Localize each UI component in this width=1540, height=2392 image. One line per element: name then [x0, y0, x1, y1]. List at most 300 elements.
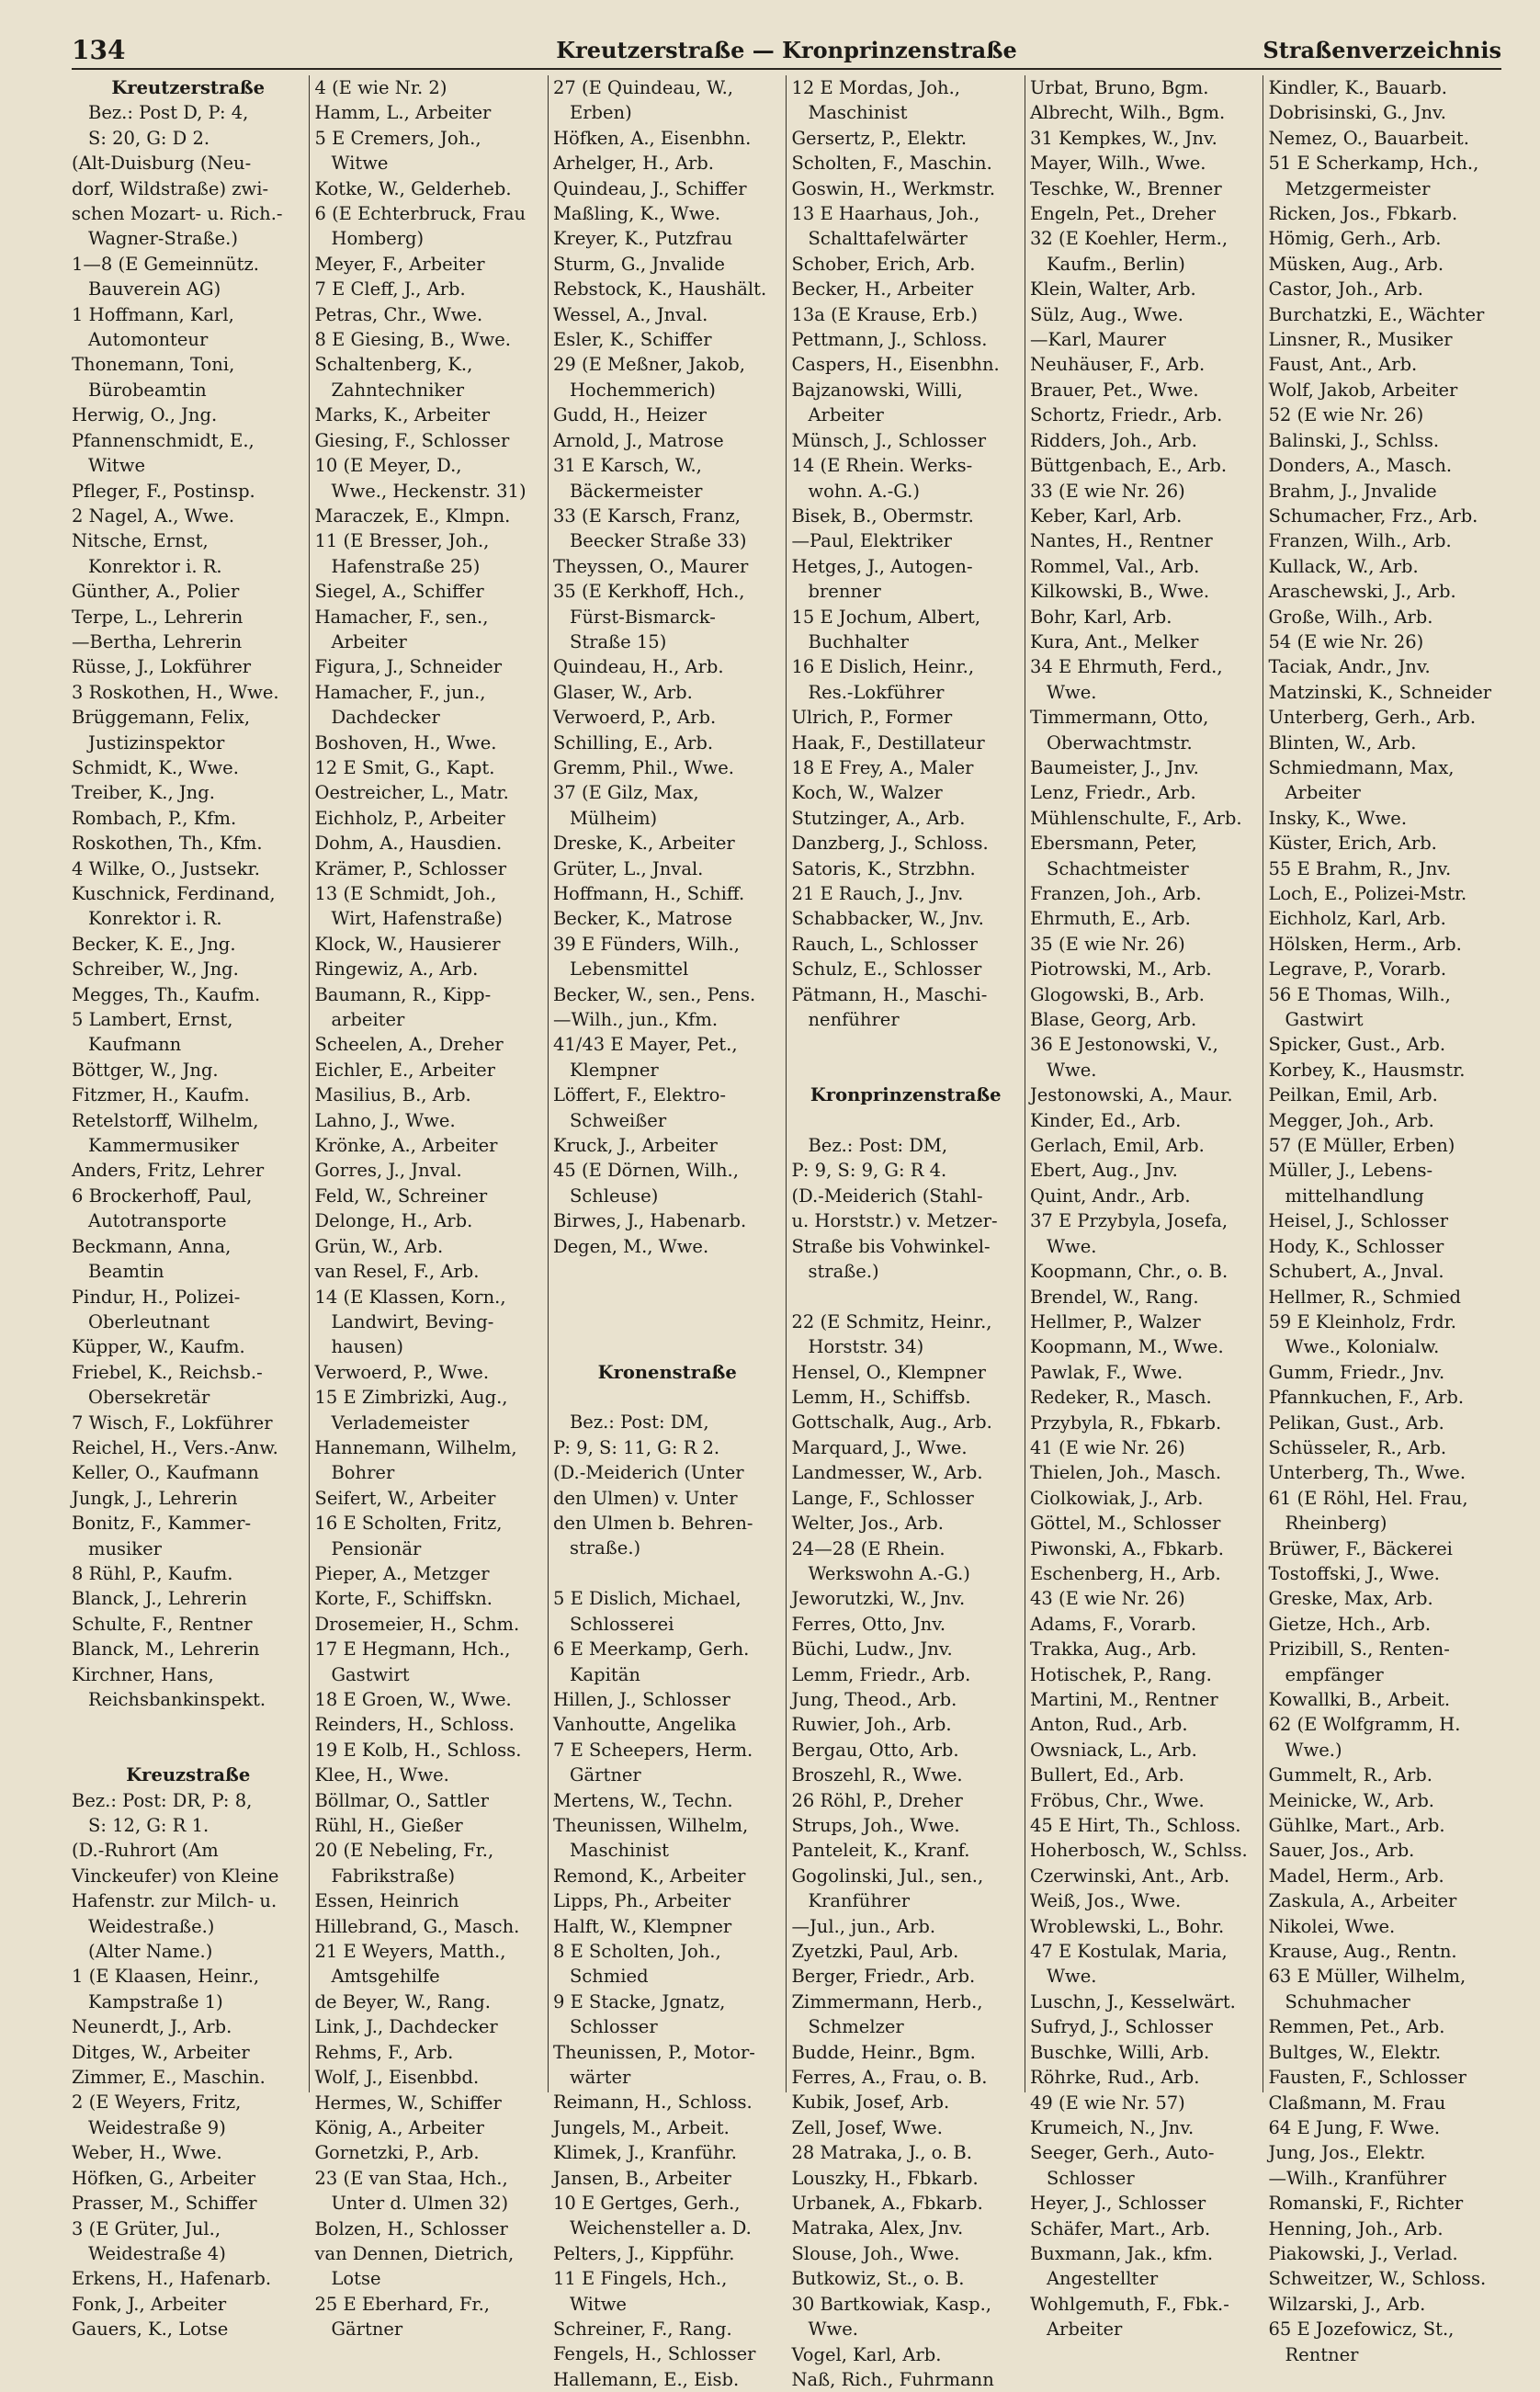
directory-entry: Teschke, W., Brenner [1029, 177, 1222, 199]
directory-entry: Arnold, J., Matrose [552, 429, 724, 451]
directory-entry: Ringewiz, A., Arb. [314, 958, 479, 981]
directory-entry: Schmiedmann, Max, [1268, 756, 1455, 778]
directory-entry: Koopmann, Chr., o. B. [1029, 1261, 1229, 1283]
directory-entry: Klock, W., Hausierer [314, 933, 501, 955]
directory-entry: Urbat, Bruno, Bgm. [1029, 77, 1209, 98]
directory-entry: 13 E Haarhaus, Joh., [791, 203, 980, 225]
directory-entry: Glaser, W., Arb. [552, 681, 693, 703]
directory-entry: Glogowski, B., Arb. [1029, 983, 1205, 1005]
directory-entry: Kinder, Ed., Arb. [1029, 1109, 1182, 1131]
directory-entry: Fürst-Bismarck- [569, 606, 716, 628]
directory-entry: Kuschnick, Ferdinand, [72, 883, 276, 904]
directory-entry: Bez.: Post: DM, [569, 1411, 709, 1434]
directory-entry: Marquard, J., Wwe. [791, 1436, 968, 1458]
directory-entry: 56 E Thomas, Wilh., [1268, 983, 1451, 1005]
directory-entry: Faust, Ant., Arb. [1268, 354, 1418, 376]
directory-entry: Owsniack, L., Arb. [1029, 1739, 1197, 1761]
directory-entry: Franzen, Joh., Arb. [1029, 883, 1202, 904]
directory-entry: Quindeau, J., Schiffer [552, 177, 747, 199]
directory-entry: 5 E Cremers, Joh., [314, 127, 481, 149]
directory-entry: Piotrowski, M., Arb. [1029, 958, 1212, 981]
directory-entry: Kreyer, K., Putzfrau [552, 228, 733, 250]
directory-entry: 10 E Gertges, Gerh., [552, 2193, 741, 2215]
directory-entry: Prizibill, S., Renten- [1268, 1638, 1450, 1661]
directory-entry: Przybyla, R., Fbkarb. [1029, 1411, 1222, 1434]
directory-entry: Henning, Joh., Arb. [1268, 2217, 1444, 2239]
directory-entry: Korbey, K., Hausmstr. [1268, 1059, 1466, 1081]
directory-entry: 6 Brockerhoff, Paul, [72, 1185, 253, 1207]
directory-entry: Göttel, M., Schlosser [1029, 1513, 1221, 1535]
directory-entry: Fausten, F., Schlosser [1268, 2067, 1466, 2089]
directory-entry: Hermes, W., Schiffer [314, 2092, 502, 2114]
spacer [553, 1309, 782, 1334]
directory-entry: Schleuse) [569, 1185, 659, 1207]
directory-entry: Drosemeier, H., Schm. [314, 1613, 520, 1635]
directory-entry: Pätmann, H., Maschi- [791, 983, 988, 1005]
directory-entry: Reichel, H., Vers.-Anw. [72, 1436, 278, 1458]
directory-entry: Remond, K., Arbeiter [552, 1865, 746, 1887]
directory-entry: Luschn, J., Kesselwärt. [1029, 1990, 1236, 2012]
directory-entry: Schuhmacher [1285, 1990, 1410, 2012]
directory-entry: Meyer, F., Arbeiter [314, 253, 485, 275]
directory-entry: 45 E Hirt, Th., Schloss. [1029, 1815, 1241, 1837]
directory-entry: straße.) [808, 1261, 879, 1283]
directory-entry: Donders, A., Masch. [1268, 455, 1453, 477]
spacer [553, 1259, 782, 1284]
directory-entry: Brauer, Pet., Wwe. [1029, 379, 1199, 401]
directory-entry: Höfken, A., Eisenbhn. [552, 127, 752, 149]
directory-entry: Masilius, B., Arb. [314, 1084, 471, 1106]
directory-entry: Unter d. Ulmen 32) [331, 2193, 509, 2215]
directory-entry: 20 (E Nebeling, Fr., [314, 1840, 494, 1862]
directory-entry: Schortz, Friedr., Arb. [1029, 404, 1223, 426]
directory-entry: Piakowski, J., Verlad. [1268, 2242, 1458, 2264]
directory-entry: Haak, F., Destillateur [791, 731, 985, 754]
directory-entry: Kammermusiker [88, 1135, 240, 1157]
directory-entry: Timmermann, Otto, [1029, 707, 1209, 729]
directory-entry: Burchatzki, E., Wächter [1268, 303, 1485, 325]
directory-entry: Schreiber, W., Jng. [72, 958, 239, 981]
directory-entry: Butkowiz, St., o. B. [791, 2268, 965, 2290]
directory-entry: Witwe [88, 455, 146, 477]
directory-entry: Wilzarski, J., Arb. [1268, 2293, 1426, 2315]
directory-entry: 22 (E Schmitz, Heinr., [791, 1310, 992, 1332]
directory-entry: Keller, O., Kaufmann [72, 1462, 259, 1484]
directory-entry: —Paul, Elektriker [791, 530, 952, 552]
directory-entry: Herwig, O., Jng. [72, 404, 218, 426]
directory-entry: Baumann, R., Kipp- [314, 983, 492, 1005]
directory-entry: 24—28 (E Rhein. [791, 1537, 946, 1559]
directory-entry: Grüter, L., Jnval. [552, 857, 704, 879]
directory-entry: 26 Röhl, P., Dreher [791, 1789, 963, 1811]
directory-entry: Rehms, F., Arb. [314, 2041, 454, 2063]
spacer [791, 1284, 1020, 1309]
directory-entry: 11 (E Bresser, Joh., [314, 530, 490, 552]
directory-entry: Fröbus, Chr., Wwe. [1029, 1789, 1205, 1811]
directory-entry: Tostoffski, J., Wwe. [1268, 1562, 1440, 1584]
directory-entry: Hoherbosch, W., Schlss. [1029, 1840, 1248, 1862]
directory-entry: Lebensmittel [569, 958, 689, 981]
directory-entry: Küster, Erich, Arb. [1268, 833, 1437, 855]
directory-entry: 1 Hoffmann, Karl, [72, 303, 234, 325]
directory-entry: Krämer, P., Schlosser [314, 857, 507, 879]
directory-entry: Becker, H., Arbeiter [791, 278, 974, 300]
directory-entry: Landwirt, Beving- [331, 1310, 494, 1332]
directory-entry: Louszky, H., Fbkarb. [791, 2167, 979, 2189]
spacer [553, 1284, 782, 1309]
directory-entry: Große, Wilh., Arb. [1268, 606, 1433, 628]
directory-entry: Schlosserei [569, 1613, 674, 1635]
directory-entry: —Wilh., jun., Kfm. [552, 1009, 719, 1031]
directory-entry: Lotse [331, 2268, 381, 2290]
directory-entry: Ruwier, Joh., Arb. [791, 1714, 952, 1736]
directory-entry: Schüsseler, R., Arb. [1268, 1436, 1447, 1458]
directory-entry: Fengels, H., Schlosser [552, 2343, 756, 2365]
directory-entry: Justizinspektor [88, 731, 225, 754]
directory-entry: Verwoerd, P., Arb. [552, 707, 717, 729]
directory-entry: 35 (E wie Nr. 26) [1029, 933, 1185, 955]
directory-entry: Megges, Th., Kaufm. [72, 983, 261, 1005]
directory-entry: Wwe. [1046, 681, 1097, 703]
directory-entry: Hochemmerich) [569, 379, 716, 401]
directory-entry: Fonk, J., Arbeiter [72, 2293, 227, 2315]
directory-entry: 13 (E Schmidt, Joh., [314, 883, 497, 904]
directory-entry: Witwe [331, 153, 389, 175]
spacer [791, 1108, 1020, 1133]
directory-entry: Vogel, Karl, Arb. [791, 2343, 942, 2365]
directory-entry: 11 E Fingels, Hch., [552, 2268, 728, 2290]
directory-entry: Klee, H., Wwe. [314, 1764, 449, 1786]
directory-entry: 14 (E Klassen, Korn., [314, 1286, 506, 1308]
directory-entry: Redeker, R., Masch. [1029, 1387, 1212, 1409]
directory-entry: Blanck, J., Lehrerin [72, 1588, 247, 1610]
directory-entry: Franzen, Wilh., Arb. [1268, 530, 1452, 552]
directory-entry: Hillen, J., Schlosser [552, 1688, 730, 1710]
directory-entry: Schaltenberg, K., [314, 354, 473, 376]
directory-entry: Taciak, Andr., Jnv. [1268, 656, 1431, 678]
directory-entry: Bolzen, H., Schlosser [314, 2217, 508, 2239]
directory-entry: 52 (E wie Nr. 26) [1268, 404, 1424, 426]
directory-entry: 14 (E Rhein. Werks- [791, 455, 973, 477]
directory-entry: u. Horststr.) v. Metzer- [791, 1210, 998, 1232]
directory-entry: de Beyer, W., Rang. [314, 1990, 491, 2012]
directory-entry: Wwe. [1046, 1235, 1097, 1257]
directory-entry: Kaufm., Berlin) [1046, 253, 1185, 275]
directory-entry: 55 E Brahm, R., Jnv. [1268, 857, 1452, 879]
directory-entry: Spicker, Gust., Arb. [1268, 1034, 1446, 1056]
directory-entry: Kampstraße 1) [88, 1990, 223, 2012]
directory-entry: Figura, J., Schneider [314, 656, 503, 678]
directory-entry: Goswin, H., Werkmstr. [791, 177, 996, 199]
directory-entry: Thonemann, Toni, [72, 354, 235, 376]
directory-entry: Wessel, A., Jnval. [552, 303, 708, 325]
column-2 [309, 75, 548, 2341]
directory-entry: Res.-Lokführer [808, 681, 945, 703]
directory-entry: Oberleutnant [88, 1310, 210, 1332]
street-heading: Kronenstraße [597, 1361, 737, 1383]
directory-entry: Jung, Theod., Arb. [791, 1688, 957, 1710]
directory-entry: Dohm, A., Hausdien. [314, 833, 503, 855]
directory-entry: Dreske, K., Arbeiter [552, 833, 735, 855]
directory-entry: Theyssen, O., Maurer [552, 555, 749, 577]
directory-entry: Siegel, A., Schiffer [314, 581, 484, 603]
directory-entry: Weidestraße 9) [88, 2116, 226, 2138]
directory-entry: Fitzmer, H., Kaufm. [72, 1084, 250, 1106]
directory-entry: Wwe. [808, 2318, 858, 2341]
directory-entry: Ridders, Joh., Arb. [1029, 429, 1197, 451]
directory-entry: Jung, Jos., Elektr. [1268, 2142, 1426, 2164]
directory-entry: Schubert, A., Jnval. [1268, 1261, 1444, 1283]
directory-entry: Zimmermann, Herb., [791, 1990, 983, 2012]
directory-entry: Werkswohn A.-G.) [808, 1562, 970, 1584]
directory-entry: Schabbacker, W., Jnv. [791, 908, 984, 930]
directory-entry: 8 Rühl, P., Kaufm. [72, 1562, 233, 1584]
directory-entry: Höfken, G., Arbeiter [72, 2167, 256, 2189]
section-title: Straßenverzeichnis [1263, 37, 1501, 63]
directory-entry: brenner [808, 581, 881, 603]
page-header [72, 33, 1501, 70]
directory-entry: 6 E Meerkamp, Gerh. [552, 1638, 750, 1661]
directory-entry: Schmelzer [808, 2016, 904, 2038]
running-title: Kreutzerstraße — Kronprinzenstraße [556, 37, 1017, 63]
directory-entry: 7 E Scheepers, Herm. [552, 1739, 753, 1761]
directory-entry: Arbeiter [331, 630, 407, 652]
directory-entry: Madel, Herm., Arb. [1268, 1865, 1444, 1887]
directory-entry: straße.) [569, 1537, 641, 1559]
directory-entry: Jestonowski, A., Maur. [1029, 1084, 1233, 1106]
directory-entry: Claßmann, M. Frau [1268, 2092, 1446, 2114]
directory-entry: Roskothen, Th., Kfm. [72, 833, 263, 855]
directory-entry: Gastwirt [331, 1663, 410, 1685]
directory-entry: Bez.: Post: DR, P: 8, [72, 1789, 253, 1811]
directory-entry: Boshoven, H., Wwe. [314, 731, 497, 754]
directory-entry: Küpper, W., Kaufm. [72, 1336, 245, 1358]
directory-entry: Wwe. [1046, 1059, 1097, 1081]
directory-entry: 39 E Fünders, Wilh., [552, 933, 740, 955]
directory-entry: Blinten, W., Arb. [1268, 731, 1417, 754]
directory-entry: Arhelger, H., Arb. [552, 153, 714, 175]
directory-entry: Insky, K., Wwe. [1268, 807, 1408, 829]
directory-entry: Böttger, W., Jng. [72, 1059, 219, 1081]
directory-entry: Hannemann, Wilhelm, [314, 1436, 517, 1458]
directory-entry: 19 E Kolb, H., Schloss. [314, 1739, 522, 1761]
directory-entry: Reinders, H., Schloss. [314, 1714, 515, 1736]
directory-entry: Zyetzki, Paul, Arb. [791, 1941, 959, 1962]
directory-entry: Klimek, J., Kranführ. [552, 2142, 737, 2164]
directory-entry: Piwonski, A., Fbkarb. [1029, 1537, 1224, 1559]
directory-entry: Thielen, Joh., Masch. [1029, 1462, 1222, 1484]
directory-entry: 41/43 E Mayer, Pet., [552, 1034, 738, 1056]
spacer [72, 1712, 304, 1737]
directory-entry: Kirchner, Hans, [72, 1663, 214, 1685]
directory-entry: 62 (E Wolfgramm, H. [1268, 1714, 1461, 1736]
directory-columns [72, 75, 1501, 2390]
directory-entry: Birwes, J., Habenarb. [552, 1210, 747, 1232]
directory-entry: Weidestraße 4) [88, 2242, 226, 2264]
directory-entry: Hömig, Gerh., Arb. [1268, 228, 1442, 250]
directory-entry: Büchi, Ludw., Jnv. [791, 1638, 953, 1661]
directory-entry: 31 E Karsch, W., [552, 455, 702, 477]
spacer [791, 1032, 1020, 1057]
directory-entry: Bisek, B., Obermstr. [791, 504, 974, 527]
directory-entry: (D.-Meiderich (Stahl- [791, 1185, 983, 1207]
directory-entry: Rheinberg) [1285, 1513, 1387, 1535]
directory-entry: Schober, Erich, Arb. [791, 253, 976, 275]
directory-entry: Rüsse, J., Lokführer [72, 656, 252, 678]
directory-entry: Kruck, J., Arbeiter [552, 1135, 718, 1157]
directory-entry: Nikolei, Wwe. [1268, 1915, 1396, 1937]
directory-entry: P: 9, S: 9, G: R 4. [791, 1160, 947, 1182]
directory-entry: Lemm, H., Schiffsb. [791, 1387, 971, 1409]
directory-entry: Keber, Karl, Arb. [1029, 504, 1183, 527]
directory-entry: Kaufmann [88, 1034, 182, 1056]
directory-entry: Rauch, L., Schlosser [791, 933, 978, 955]
directory-entry: Gühlke, Mart., Arb. [1268, 1815, 1445, 1837]
directory-entry: Ricken, Jos., Fbkarb. [1268, 203, 1458, 225]
directory-entry: 37 E Przybyla, Josefa, [1029, 1210, 1229, 1232]
directory-entry: 43 (E wie Nr. 26) [1029, 1588, 1185, 1610]
page-number: 134 [72, 35, 126, 65]
directory-entry: van Resel, F., Arb. [314, 1261, 480, 1283]
directory-entry: Gumm, Friedr., Jnv. [1268, 1361, 1445, 1383]
directory-entry: den Ulmen b. Behren- [552, 1513, 753, 1535]
directory-entry: Gummelt, R., Arb. [1268, 1764, 1432, 1786]
spacer [72, 1738, 304, 1763]
directory-entry: Horststr. 34) [808, 1336, 924, 1358]
directory-entry: Anton, Rud., Arb. [1029, 1714, 1188, 1736]
directory-entry: Petras, Chr., Wwe. [314, 303, 483, 325]
directory-entry: Anders, Fritz, Lehrer [72, 1160, 265, 1182]
directory-entry: mittelhandlung [1285, 1185, 1424, 1207]
directory-entry: Kotke, W., Gelderheb. [314, 177, 512, 199]
directory-entry: Mertens, W., Techn. [552, 1789, 733, 1811]
directory-entry: Verlademeister [331, 1411, 470, 1434]
directory-entry: Greske, Max, Arb. [1268, 1588, 1433, 1610]
directory-entry: Ferres, Otto, Jnv. [791, 1613, 946, 1635]
directory-entry: Quindeau, H., Arb. [552, 656, 724, 678]
directory-entry: Krause, Aug., Rentn. [1268, 1941, 1457, 1963]
directory-entry: Pensionär [331, 1537, 422, 1559]
directory-entry: Günther, A., Polier [72, 581, 240, 603]
column-3 [548, 75, 787, 2390]
directory-entry: Theunissen, Wilhelm, [552, 1814, 749, 1836]
directory-entry: Schmied [569, 1966, 649, 1988]
directory-entry: 33 (E Karsch, Franz, [552, 504, 741, 527]
directory-entry: Engeln, Pet., Dreher [1029, 203, 1217, 225]
directory-entry: Hallemann, E., Eisb. [552, 2368, 740, 2390]
directory-entry: Reimann, H., Schloss. [552, 2092, 753, 2114]
directory-entry: Budde, Heinr., Bgm. [791, 2041, 976, 2063]
directory-entry: Schlosser [1046, 2167, 1135, 2189]
directory-entry: Wroblewski, L., Bohr. [1029, 1915, 1225, 1937]
directory-entry: 2 (E Weyers, Fritz, [72, 2092, 242, 2114]
directory-entry: Becker, K., Matrose [552, 908, 732, 930]
directory-entry: Hafenstraße 25) [331, 555, 481, 577]
directory-entry: Delonge, H., Arb. [314, 1210, 473, 1232]
directory-entry: Unterberg, Gerh., Arb. [1268, 707, 1477, 729]
directory-entry: Pfleger, F., Postinsp. [72, 480, 255, 502]
directory-entry: —Wilh., Kranführer [1268, 2167, 1446, 2189]
directory-entry: Gietze, Hch., Arb. [1268, 1613, 1432, 1635]
directory-entry: Klempner [569, 1059, 659, 1081]
directory-entry: Trakka, Aug., Arb. [1029, 1638, 1197, 1661]
directory-entry: Rommel, Val., Arb. [1029, 555, 1200, 577]
directory-entry: Hensel, O., Klempner [791, 1361, 986, 1383]
directory-entry: Neuhäuser, F., Arb. [1029, 354, 1206, 376]
directory-entry: Bajzanowski, Willi, [791, 379, 963, 401]
directory-entry: Meinicke, W., Arb. [1268, 1789, 1434, 1811]
directory-entry: 12 E Mordas, Joh., [791, 77, 960, 98]
directory-entry: dorf, Wildstraße) zwi- [72, 177, 269, 199]
directory-entry: Gornetzki, P., Arb. [314, 2142, 480, 2164]
directory-entry: Beamtin [88, 1261, 164, 1283]
directory-entry: 4 (E wie Nr. 2) [314, 77, 447, 98]
directory-entry: Gudd, H., Heizer [552, 404, 707, 426]
directory-entry: Jungels, M., Arbeit. [552, 2116, 730, 2138]
directory-entry: Retelstorff, Wilhelm, [72, 1109, 259, 1131]
directory-entry: Lange, F., Schlosser [791, 1487, 974, 1509]
directory-entry: Eichler, E., Arbeiter [314, 1059, 495, 1081]
directory-entry: Hillebrand, G., Masch. [314, 1915, 520, 1937]
directory-entry: 18 E Frey, A., Maler [791, 756, 974, 778]
directory-entry: van Dennen, Dietrich, [314, 2242, 515, 2264]
directory-entry: Landmesser, W., Arb. [791, 1462, 983, 1484]
directory-entry: 7 E Cleff, J., Arb. [314, 278, 466, 300]
directory-entry: Sülz, Aug., Wwe. [1029, 303, 1183, 325]
directory-entry: 15 E Jochum, Albert, [791, 606, 981, 628]
directory-entry: Dachdecker [331, 707, 440, 729]
directory-entry: Wagner-Straße.) [88, 228, 238, 250]
directory-entry: Stutzinger, A., Arb. [791, 807, 966, 829]
directory-entry: Wolf, J., Eisenbbd. [314, 2067, 480, 2089]
directory-entry: Bohr, Karl, Arb. [1029, 606, 1172, 628]
directory-entry: hausen) [331, 1336, 403, 1358]
directory-entry: Wwe. [1046, 1966, 1097, 1988]
directory-entry: Pieper, A., Metzger [314, 1562, 490, 1584]
directory-entry: Oestreicher, L., Matr. [314, 782, 509, 804]
directory-entry: Sturm, G., Jnvalide [552, 253, 725, 275]
directory-entry: Rühl, H., Gießer [314, 1815, 463, 1837]
directory-entry: 8 E Giesing, B., Wwe. [314, 329, 511, 351]
directory-entry: Korte, F., Schiffskn. [314, 1588, 493, 1610]
directory-entry: Mülheim) [569, 807, 658, 829]
directory-entry: Koch, W., Walzer [791, 782, 943, 804]
directory-entry: Theunissen, P., Motor- [552, 2041, 755, 2063]
directory-entry: 16 E Dislich, Heinr., [791, 656, 975, 678]
directory-entry: Büttgenbach, E., Arb. [1029, 455, 1228, 477]
directory-entry: Link, J., Dachdecker [314, 2016, 498, 2038]
directory-entry: 17 E Hegmann, Hch., [314, 1638, 511, 1661]
directory-entry: 27 (E Quindeau, W., [552, 77, 733, 98]
directory-entry: 31 Kempkes, W., Jnv. [1029, 127, 1217, 149]
directory-entry: Dobrisinski, G., Jnv. [1268, 102, 1446, 124]
directory-entry: Scheelen, A., Dreher [314, 1034, 504, 1056]
directory-entry: Prasser, M., Schiffer [72, 2193, 257, 2215]
directory-entry: Böllmar, O., Sattler [314, 1789, 489, 1811]
directory-entry: Giesing, F., Schlosser [314, 429, 510, 451]
directory-entry: Ciolkowiak, J., Arb. [1029, 1487, 1204, 1509]
directory-entry: Hetges, J., Autogen- [791, 555, 973, 577]
directory-entry: 49 (E wie Nr. 57) [1029, 2092, 1185, 2114]
directory-entry: —Karl, Maurer [1029, 329, 1166, 351]
directory-entry: —Jul., jun., Arb. [791, 1915, 936, 1937]
directory-entry: Hafenstr. zur Milch- u. [72, 1890, 277, 1912]
directory-entry: Gottschalk, Aug., Arb. [791, 1411, 992, 1434]
directory-entry: Bergau, Otto, Arb. [791, 1739, 959, 1761]
spacer [791, 1058, 1020, 1083]
directory-entry: 28 Matraka, J., o. B. [791, 2142, 972, 2164]
directory-entry: Schmidt, K., Wwe. [72, 756, 239, 778]
